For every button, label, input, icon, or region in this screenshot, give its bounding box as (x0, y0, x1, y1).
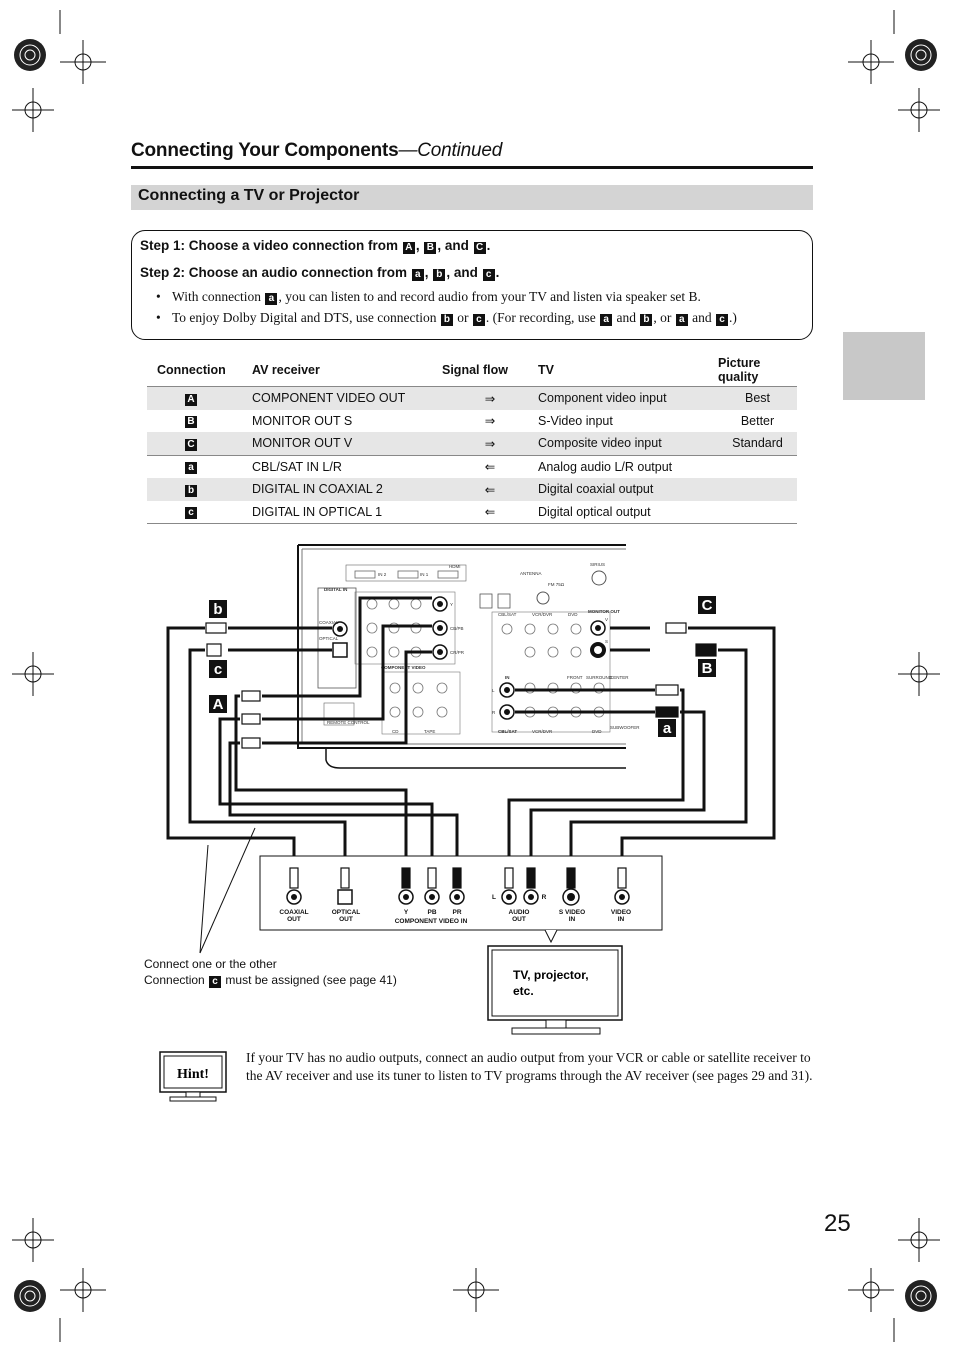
hint-tv-icon (160, 1052, 226, 1101)
svg-text:HDMI: HDMI (449, 564, 461, 569)
connection-icon: B (185, 416, 197, 428)
page-title: Connecting Your Components—Continued (131, 140, 503, 161)
connection-letter-labels (209, 596, 716, 737)
note-line-2: Connection c must be assigned (see page 41) (144, 973, 397, 987)
cell-flow: ⇐ (442, 501, 538, 524)
icon-a: a (265, 293, 277, 305)
icon-b: b (640, 314, 652, 326)
note-leader-lines (200, 828, 255, 953)
cell-receiver: CBL/SAT IN L/R (252, 459, 342, 474)
svg-text:b: b (213, 601, 223, 618)
svg-text:L: L (492, 894, 496, 901)
cell-tv: Digital optical output (538, 501, 718, 524)
connection-icon: C (185, 439, 197, 451)
svg-text:CENTER: CENTER (610, 675, 629, 680)
svg-text:AUDIO: AUDIO (508, 909, 530, 916)
icon-c: c (716, 314, 728, 326)
svg-text:CB/PB: CB/PB (450, 626, 464, 631)
column-header: Signal flow (442, 356, 538, 387)
svg-text:Y: Y (403, 909, 409, 916)
cell-flow: ⇐ (484, 460, 496, 475)
section-title: Connecting a TV or Projector (138, 187, 360, 204)
svg-text:TAPE: TAPE (424, 729, 436, 734)
svg-text:VCR/DVR: VCR/DVR (532, 729, 553, 734)
note-line-1: Connect one or the other (144, 957, 277, 971)
svg-text:FRONT: FRONT (567, 675, 583, 680)
svg-text:REMOTE CONTROL: REMOTE CONTROL (327, 720, 370, 725)
svg-text:a: a (662, 720, 672, 737)
svg-text:CBL/SAT: CBL/SAT (498, 729, 518, 734)
step-1: Step 1: Choose a video connection from A , B , and C . (140, 238, 491, 253)
svg-text:COMPONENT VIDEO IN: COMPONENT VIDEO IN (394, 918, 468, 925)
svg-text:OUT: OUT (339, 916, 353, 923)
svg-text:V: V (605, 617, 609, 622)
cell-quality: Best (718, 387, 797, 410)
icon-c: c (209, 976, 221, 988)
cell-flow: ⇒ (442, 432, 538, 455)
svg-text:OUT: OUT (287, 916, 301, 923)
svg-text:COMPONENT VIDEO: COMPONENT VIDEO (381, 665, 426, 670)
svg-text:PR: PR (452, 909, 462, 916)
svg-text:SURROUND: SURROUND (586, 675, 613, 680)
svg-text:DVD: DVD (568, 612, 578, 617)
svg-text:B: B (701, 660, 713, 677)
svg-text:S VIDEO: S VIDEO (558, 909, 586, 916)
cell-flow: ⇒ (442, 387, 538, 410)
svg-text:Hint!: Hint! (177, 1067, 209, 1082)
svg-text:R: R (492, 710, 496, 715)
svg-text:S: S (605, 639, 609, 644)
svg-text:IN: IN (568, 916, 576, 923)
svg-text:COAXIAL: COAXIAL (279, 909, 309, 916)
icon-C: C (474, 242, 486, 254)
svg-text:R: R (541, 894, 547, 901)
svg-text:ANTENNA: ANTENNA (520, 571, 542, 576)
svg-text:IN: IN (505, 675, 510, 680)
svg-text:IN 1: IN 1 (420, 572, 429, 577)
cell-quality: Standard (718, 432, 797, 455)
icon-a: a (676, 314, 688, 326)
cell-quality: Better (740, 413, 775, 428)
column-header: Connection (147, 356, 252, 387)
svg-text:IN: IN (617, 916, 625, 923)
svg-text:PB: PB (427, 909, 437, 916)
icon-a: a (412, 269, 424, 281)
cell-tv: Analog audio L/R output (538, 459, 673, 474)
cables (168, 598, 774, 868)
connection-icon: b (185, 485, 197, 497)
icon-A: A (403, 242, 415, 254)
svg-text:MONITOR OUT: MONITOR OUT (588, 609, 620, 614)
icon-b: b (433, 269, 445, 281)
connection-icon: A (185, 394, 197, 406)
cell-tv: Component video input (538, 387, 718, 410)
svg-text:DIGITAL IN: DIGITAL IN (324, 587, 348, 592)
icon-b: b (441, 314, 453, 326)
connection-note (144, 956, 397, 988)
tv-panel (260, 856, 662, 942)
column-header: AV receiver (252, 356, 442, 387)
svg-text:VIDEO: VIDEO (610, 909, 632, 916)
svg-text:c: c (213, 661, 223, 678)
cell-receiver: DIGITAL IN OPTICAL 1 (252, 501, 442, 524)
cell-tv: Composite video input (538, 432, 718, 455)
receiver-panel (298, 545, 626, 768)
page-number: 25 (824, 1210, 851, 1237)
svg-text:Y: Y (450, 602, 454, 607)
svg-text:etc.: etc. (513, 984, 534, 998)
svg-text:A: A (212, 696, 224, 713)
svg-text:L: L (492, 688, 495, 693)
svg-text:COAXIAL: COAXIAL (319, 620, 339, 625)
icon-c: c (483, 269, 495, 281)
svg-text:SUBWOOFER: SUBWOOFER (610, 725, 640, 730)
connection-icon: a (185, 462, 197, 474)
cell-receiver: DIGITAL IN COAXIAL 2 (252, 478, 442, 501)
cell-receiver: COMPONENT VIDEO OUT (252, 387, 442, 410)
bullet-1: • With connection a , you can listen to and record audio from your TV and listen via speaker set B. (158, 289, 701, 305)
svg-text:TV, projector,: TV, projector, (513, 968, 589, 982)
svg-text:OUT: OUT (512, 916, 526, 923)
svg-text:CD: CD (392, 729, 399, 734)
tv-icon (488, 946, 622, 1034)
bullet-2: • To enjoy Dolby Digital and DTS, use connection b or c . (For recording, use a and b , or a and c .) (158, 310, 737, 326)
icon-B: B (424, 242, 436, 254)
svg-text:OPTICAL: OPTICAL (319, 636, 339, 641)
icon-a: a (600, 314, 612, 326)
svg-text:VCR/DVR: VCR/DVR (532, 612, 553, 617)
svg-text:CBL/SAT: CBL/SAT (498, 612, 517, 617)
svg-text:IN 2: IN 2 (378, 572, 387, 577)
cell-tv: S-Video input (538, 413, 613, 428)
svg-text:OPTICAL: OPTICAL (331, 909, 361, 916)
column-header: Picture quality (718, 356, 797, 387)
connection-icon: c (185, 507, 197, 519)
cell-receiver: MONITOR OUT S (252, 413, 353, 428)
cell-flow: ⇒ (484, 414, 496, 429)
step-2: Step 2: Choose an audio connection from a , b , and c . (140, 265, 500, 280)
icon-c: c (473, 314, 485, 326)
cell-flow: ⇐ (442, 478, 538, 501)
cell-tv: Digital coaxial output (538, 478, 718, 501)
svg-text:SIRIUS: SIRIUS (590, 562, 606, 567)
svg-text:DVD: DVD (592, 729, 602, 734)
svg-text:C: C (701, 597, 713, 614)
column-header: TV (538, 356, 718, 387)
cell-receiver: MONITOR OUT V (252, 432, 442, 455)
svg-text:FM 75Ω: FM 75Ω (548, 582, 565, 587)
hint-text: If your TV has no audio outputs, connect an audio output from your VCR or cable or satellite receiver to the AV receiver and use its tuner to listen to TV programs through the AV receiver (see pages 29 and 31). (246, 1050, 813, 1083)
title-suffix: —Continued (398, 140, 503, 161)
svg-text:CR/PR: CR/PR (450, 650, 465, 655)
